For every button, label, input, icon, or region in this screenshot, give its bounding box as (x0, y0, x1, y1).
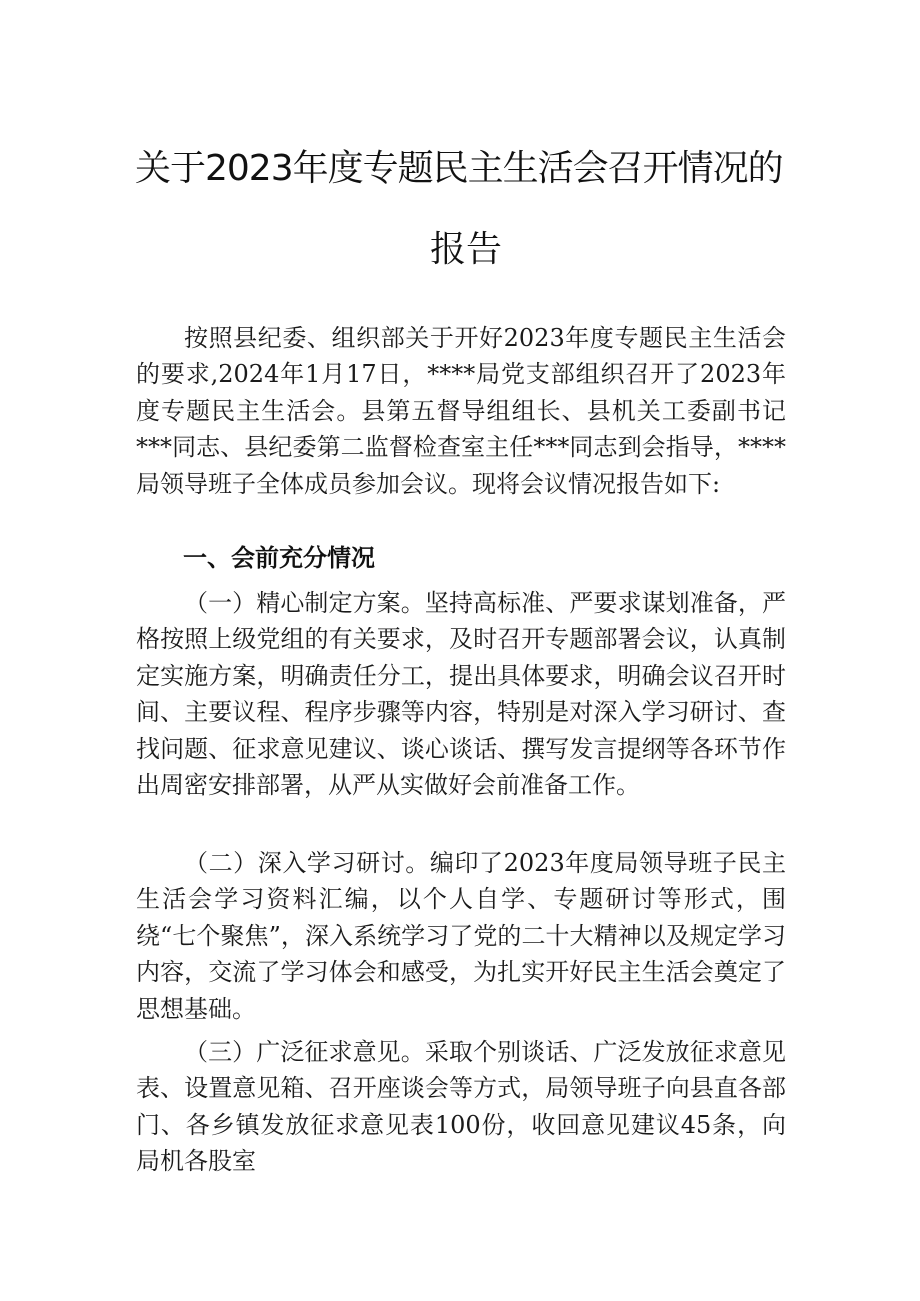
paragraph-study: （二）深入学习研讨。编印了2023年度局领导班子民主生活会学习资料汇编，以个人自学、专题研讨等形式，围绕“七个聚焦”，深入系统学习了党的二十大精神以及规定学习内容，交流了学习体会和感受，为扎实开好民主生活会奠定了思想基础。 (136, 849, 786, 1023)
paragraph-opinions: （三）广泛征求意见。采取个别谈话、广泛发放征求意见表、设置意见箱、召开座谈会等方式，局领导班子向县直各部门、各乡镇发放征求意见表100份，收回意见建议45条，向局机各股室 (136, 1038, 786, 1176)
intro-paragraph: 按照县纪委、组织部关于开好2023年度专题民主生活会的要求,2024年1月17日，****局党支部组织召开了2023年度专题民主生活会。县第五督导组组长、县机关工委副书记***同志、县纪委第二监督检查室主任***同志到会指导，****局领导班子全体成员参加会议。现将会议情况报告如下: (136, 324, 786, 498)
document-title-line-1: 关于2023年度专题民主生活会召开情况的 (135, 148, 783, 189)
section-1-heading: 一、会前充分情况 (183, 544, 375, 572)
document-title-line-2: 报告 (430, 229, 503, 270)
paragraph-plan: （一）精心制定方案。坚持高标准、严要求谋划准备，严格按照上级党组的有关要求，及时召开专题部署会议，认真制定实施方案，明确责任分工，提出具体要求，明确会议召开时间、主要议程、程序步骤等内容，特别是对深入学习研讨、查找问题、征求意见建议、谈心谈话、撰写发言提纲等各环节作出周密安排部署，从严从实做好会前准备工作。 (136, 589, 786, 800)
